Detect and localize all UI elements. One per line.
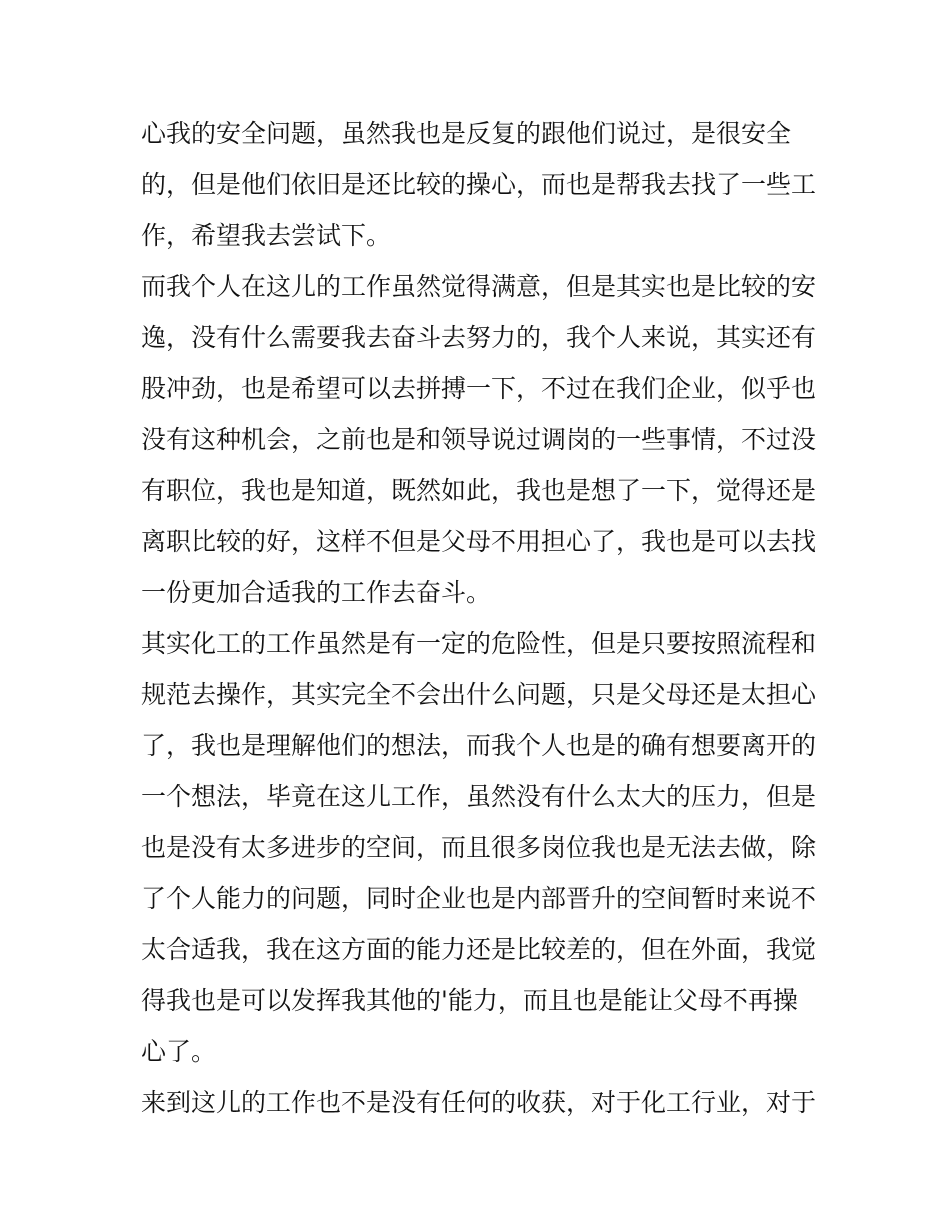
text-line: 心了。: [141, 1037, 217, 1066]
text-line: 一份更加合适我的工作去奋斗。: [141, 578, 492, 607]
text-line: 得我也是可以发挥我其他的'能力，而且也是能让父母不再操: [141, 986, 798, 1015]
text-line: 来到这儿的工作也不是没有任何的收获，对于化工行业，对于: [141, 1088, 817, 1117]
text-line: 而我个人在这儿的工作虽然觉得满意，但是其实也是比较的安: [141, 272, 817, 301]
text-line: 股冲劲，也是希望可以去拼搏一下，不过在我们企业，似乎也: [141, 374, 817, 403]
text-line: 心我的安全问题，虽然我也是反复的跟他们说过，是很安全: [141, 119, 792, 148]
text-line: 一个想法，毕竟在这儿工作，虽然没有什么太大的压力，但是: [141, 782, 817, 811]
text-line: 离职比较的好，这样不但是父母不用担心了，我也是可以去找: [141, 527, 817, 556]
text-line: 有职位，我也是知道，既然如此，我也是想了一下，觉得还是: [141, 476, 817, 505]
text-line: 逸，没有什么需要我去奋斗去努力的，我个人来说，其实还有: [141, 323, 817, 352]
text-line: 其实化工的工作虽然是有一定的危险性，但是只要按照流程和: [141, 629, 817, 658]
text-line: 没有这种机会，之前也是和领导说过调岗的一些事情，不过没: [141, 425, 817, 454]
text-line: 太合适我，我在这方面的能力还是比较差的，但在外面，我觉: [141, 935, 817, 964]
text-line: 也是没有太多进步的空间，而且很多岗位我也是无法去做，除: [141, 833, 817, 862]
text-line: 了个人能力的问题，同时企业也是内部晋升的空间暂时来说不: [141, 884, 817, 913]
text-line: 的，但是他们依旧是还比较的操心，而也是帮我去找了一些工: [141, 170, 817, 199]
text-line: 作，希望我去尝试下。: [141, 221, 392, 250]
text-line: 了，我也是理解他们的想法，而我个人也是的确有想要离开的: [141, 731, 817, 760]
text-line: 规范去操作，其实完全不会出什么问题，只是父母还是太担心: [141, 680, 817, 709]
body-text: [141, 108, 821, 1128]
